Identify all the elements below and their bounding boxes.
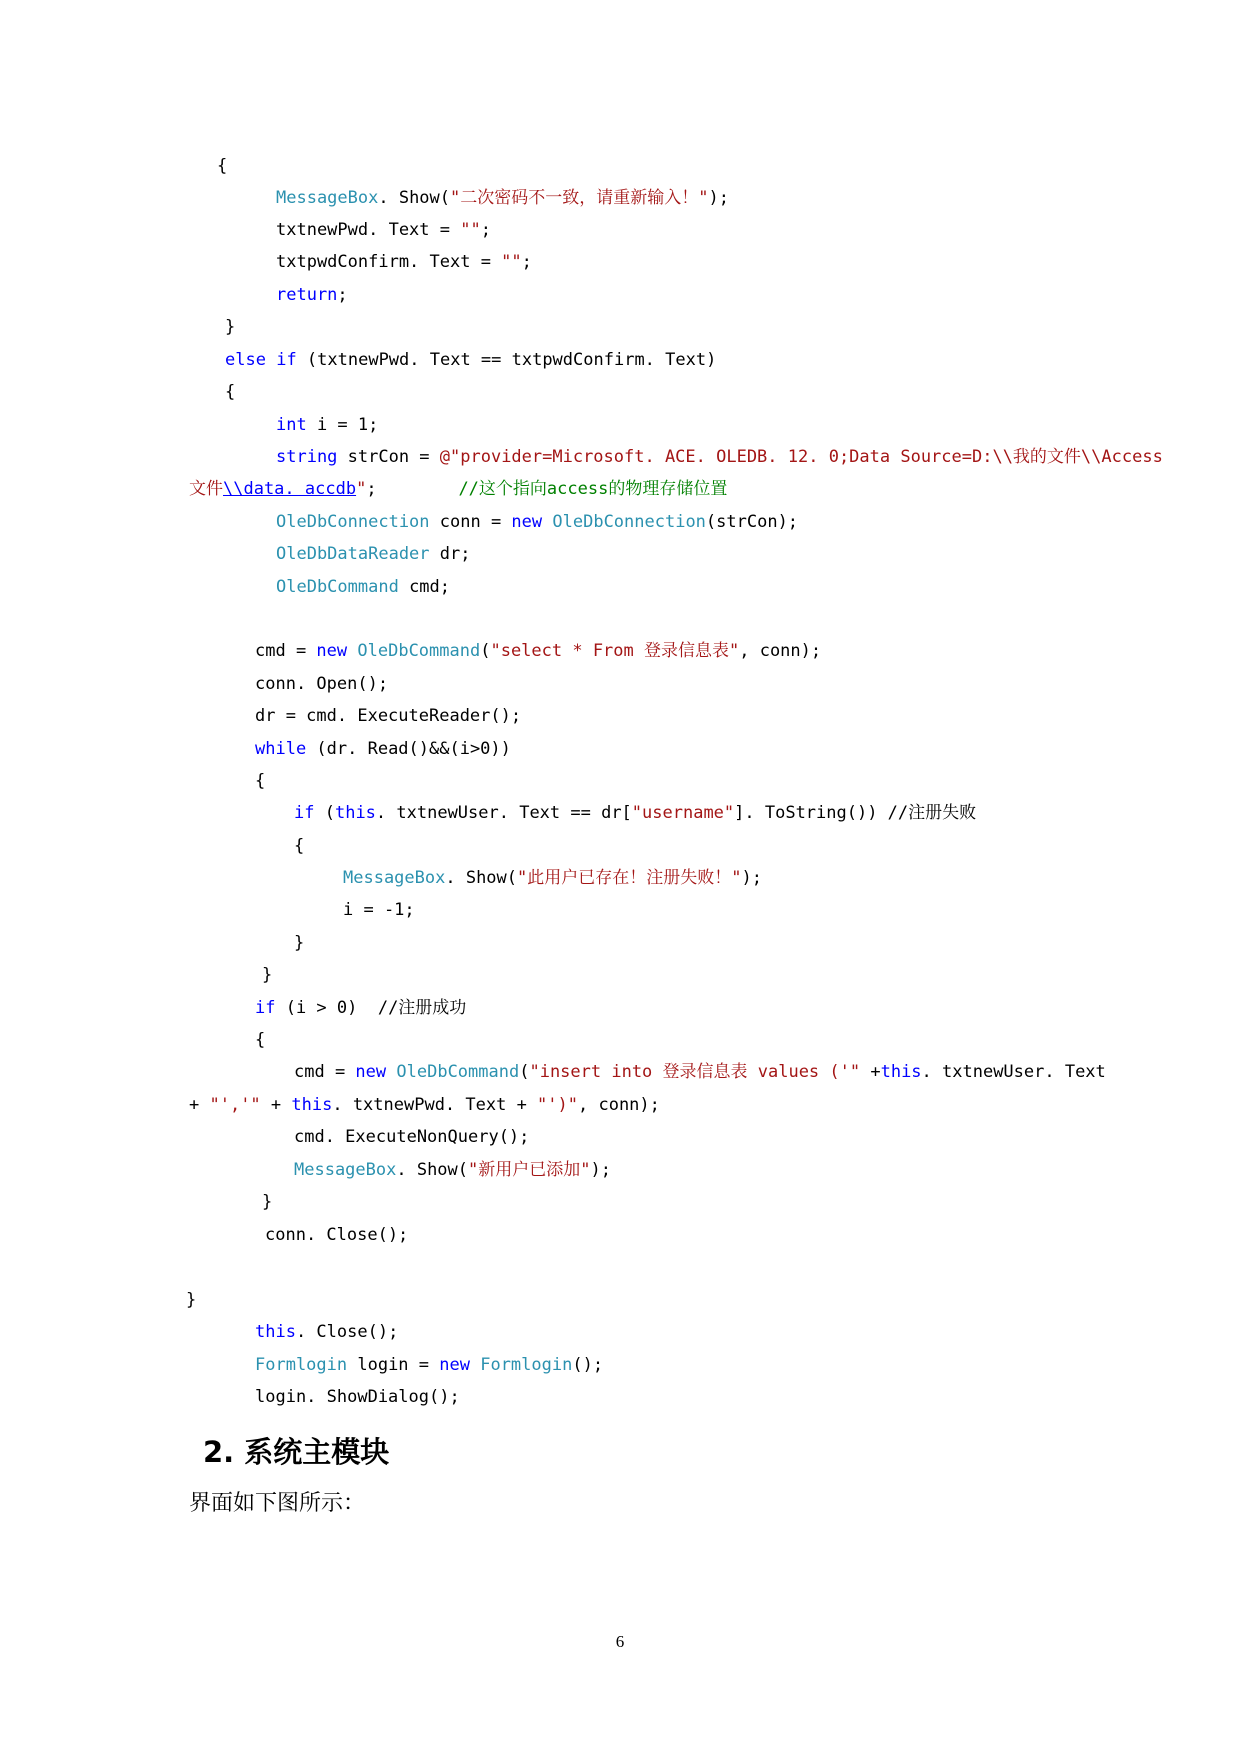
section-heading: 2. 系统主模块	[203, 1435, 390, 1469]
code-token: cmd =	[255, 641, 317, 661]
code-line	[265, 1224, 408, 1246]
code-token: this	[334, 803, 376, 823]
code-line	[186, 1289, 196, 1311]
body-paragraph: 界面如下图所示：	[189, 1491, 366, 1516]
code-token: ""	[460, 220, 481, 240]
code-line	[255, 705, 521, 727]
code-line	[255, 997, 466, 1019]
code-token: , conn);	[578, 1095, 660, 1115]
code-token: conn =	[429, 512, 512, 532]
code-line	[294, 835, 304, 857]
code-token: +	[860, 1062, 881, 1082]
code-token: {	[217, 156, 228, 176]
code-token: this	[880, 1062, 922, 1082]
code-line	[276, 414, 378, 436]
code-line	[217, 155, 227, 177]
code-token: txtnewPwd. Text =	[276, 220, 461, 240]
code-token: @"provider=Microsoft. ACE. OLEDB. 12. 0;Data Source=D:\\我的文件\\Access	[439, 447, 1163, 467]
code-line	[225, 349, 716, 371]
code-token: {	[225, 382, 236, 402]
code-token: "此用户已存在！注册失败！"	[517, 868, 742, 888]
code-token	[347, 641, 357, 661]
code-token: "新用户已添加"	[468, 1160, 591, 1180]
code-line	[276, 511, 798, 533]
code-token: {	[255, 771, 266, 791]
code-token: . txtnewUser. Text == dr[	[375, 803, 632, 823]
code-token: new	[316, 641, 348, 661]
code-line	[189, 1094, 660, 1116]
code-line	[294, 1126, 529, 1148]
code-token: MessageBox	[294, 1160, 397, 1180]
code-token: +	[189, 1095, 210, 1115]
code-token: , conn);	[739, 641, 822, 661]
code-token: . Show(	[445, 868, 518, 888]
code-token: return	[276, 285, 338, 305]
code-token: "二次密码不一致，请重新输入！"	[450, 188, 709, 208]
code-token: ;	[521, 252, 532, 272]
code-token: 文件	[189, 479, 223, 499]
code-token: (	[519, 1062, 530, 1082]
code-token	[542, 512, 552, 532]
code-token: login. ShowDialog();	[255, 1387, 460, 1407]
code-line	[276, 251, 532, 273]
code-token: OleDbCommand	[276, 577, 399, 597]
code-line	[225, 381, 235, 403]
code-token: dr = cmd. ExecuteReader();	[255, 706, 522, 726]
code-token: cmd;	[398, 577, 451, 597]
code-token: strCon =	[337, 447, 440, 467]
code-token: );	[590, 1160, 611, 1180]
code-token: Formlogin	[480, 1355, 573, 1375]
code-token: );	[741, 868, 762, 888]
code-token: if	[255, 998, 276, 1018]
code-line	[225, 316, 235, 338]
code-token: ]. ToString()) //注册失败	[734, 803, 977, 823]
code-token: (strCon);	[705, 512, 799, 532]
code-token: if	[276, 350, 297, 370]
code-token: OleDbCommand	[357, 641, 481, 661]
code-line	[343, 899, 415, 921]
code-token: if	[294, 803, 315, 823]
code-token: \\data. accdb	[223, 479, 357, 499]
code-line	[276, 187, 729, 209]
code-line	[189, 478, 727, 500]
code-token	[266, 350, 276, 370]
code-token: "	[356, 479, 367, 499]
code-token: while	[255, 739, 307, 759]
code-token: OleDbDataReader	[276, 544, 430, 564]
code-token	[386, 1062, 396, 1082]
code-token: i = 1;	[306, 415, 379, 435]
code-token: ();	[572, 1355, 604, 1375]
code-token: else	[225, 350, 266, 370]
code-line	[255, 1321, 398, 1343]
code-line	[255, 770, 265, 792]
code-token: dr;	[429, 544, 471, 564]
code-line	[255, 640, 821, 662]
code-token: . Show(	[396, 1160, 469, 1180]
code-line	[343, 867, 762, 889]
code-token: ;	[337, 285, 348, 305]
code-token: MessageBox	[343, 868, 446, 888]
code-token: new	[355, 1062, 387, 1082]
code-line	[276, 576, 450, 598]
code-token: (	[314, 803, 335, 823]
code-token: OleDbCommand	[396, 1062, 520, 1082]
code-line	[294, 932, 304, 954]
code-line	[255, 673, 388, 695]
code-token: }	[294, 933, 305, 953]
code-token: OleDbConnection	[552, 512, 706, 532]
code-token	[470, 1355, 480, 1375]
code-token: . txtnewUser. Text	[921, 1062, 1106, 1082]
code-token: txtpwdConfirm. Text =	[276, 252, 502, 272]
code-token: "username"	[631, 803, 735, 823]
code-token: Formlogin	[255, 1355, 348, 1375]
code-line	[262, 1191, 272, 1213]
code-token: (txtnewPwd. Text == txtpwdConfirm. Text)	[296, 350, 717, 370]
code-token: this	[255, 1322, 296, 1342]
code-token: i = -1;	[343, 900, 415, 920]
code-token: //这个指向access的物理存储位置	[458, 479, 728, 499]
code-token: );	[708, 188, 729, 208]
code-line	[276, 543, 470, 565]
code-line	[255, 738, 511, 760]
code-token: string	[276, 447, 338, 467]
code-line	[255, 1354, 603, 1376]
code-token: conn. Open();	[255, 674, 389, 694]
code-token: }	[225, 317, 236, 337]
code-line	[294, 1159, 611, 1181]
code-token: "')"	[537, 1095, 578, 1115]
code-token: "select * From 登录信息表"	[490, 641, 740, 661]
code-token: OleDbConnection	[276, 512, 430, 532]
code-line	[294, 1061, 1106, 1083]
code-token: {	[255, 1030, 266, 1050]
code-token: this	[291, 1095, 333, 1115]
code-token: }	[262, 1192, 273, 1212]
code-token: cmd. ExecuteNonQuery();	[294, 1127, 530, 1147]
code-line	[262, 964, 272, 986]
code-token: "insert into 登录信息表 values ('"	[529, 1062, 861, 1082]
code-token: (i > 0) //注册成功	[275, 998, 467, 1018]
code-line	[276, 446, 1163, 468]
code-line	[294, 802, 976, 824]
code-token: new	[439, 1355, 470, 1375]
code-token: "','"	[209, 1095, 261, 1115]
code-line	[255, 1386, 460, 1408]
code-token: }	[186, 1290, 197, 1310]
code-token: new	[511, 512, 543, 532]
code-line	[276, 284, 348, 306]
code-token: (dr. Read()&&(i>0))	[306, 739, 511, 759]
code-token: . Show(	[378, 188, 451, 208]
code-token: login =	[347, 1355, 440, 1375]
code-token: ;	[366, 479, 459, 499]
code-token: {	[294, 836, 305, 856]
code-token: cmd =	[294, 1062, 356, 1082]
code-line	[255, 1029, 265, 1051]
code-token: }	[262, 965, 273, 985]
code-token: +	[260, 1095, 292, 1115]
code-token: . txtnewPwd. Text +	[332, 1095, 538, 1115]
code-token: ""	[501, 252, 522, 272]
code-line	[276, 219, 491, 241]
code-token: . Close();	[295, 1322, 399, 1342]
code-token: int	[276, 415, 307, 435]
code-token: ;	[480, 220, 491, 240]
page-number: 6	[615, 1632, 625, 1651]
code-token: MessageBox	[276, 188, 379, 208]
code-token: conn. Close();	[265, 1225, 409, 1245]
code-token: (	[480, 641, 491, 661]
